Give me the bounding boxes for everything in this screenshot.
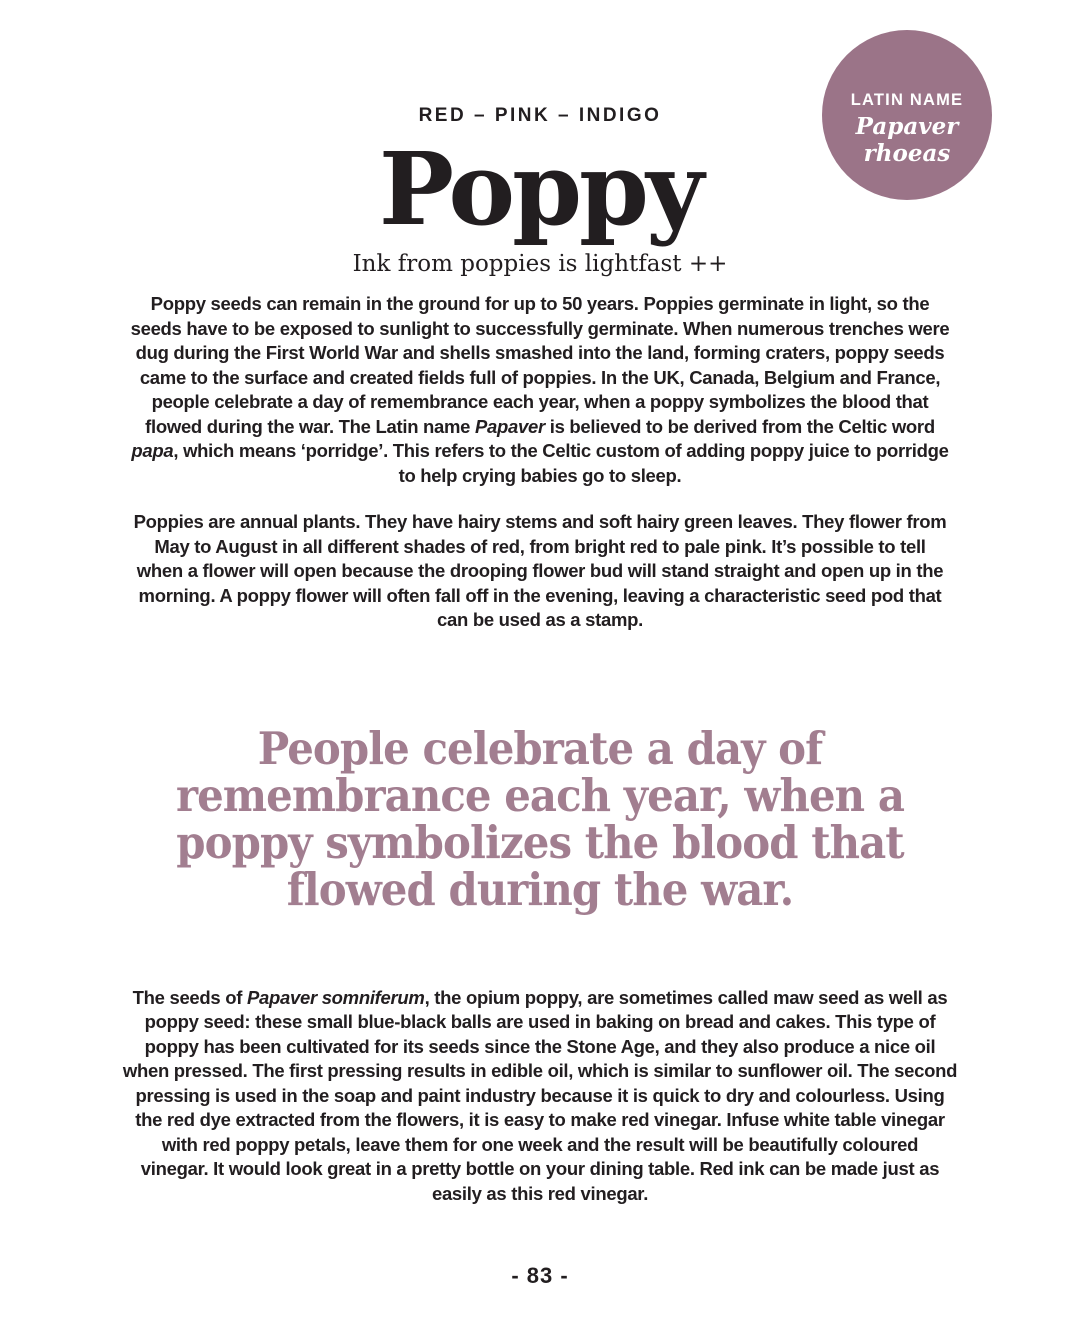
- text-line: The seeds of Papaver somniferum, the opium poppy, are sometimes called maw seed as well as: [132, 986, 948, 1008]
- text-line: Poppy seeds can remain in the ground for up to 50 years. Poppies germinate in light, so the: [150, 293, 930, 314]
- text-line: easily as this red vinegar.: [431, 1182, 649, 1204]
- text-line: people celebrate a day of remembrance each year, when a poppy symbolizes the blood that: [151, 391, 929, 412]
- latin-name-badge: [822, 30, 992, 200]
- text-line: morning. A poppy flower will often fall off in the evening, leaving a characteristic seed pod that: [138, 584, 942, 606]
- text-line: Poppies are annual plants. They have hairy stems and soft hairy green leaves. They flower from: [133, 511, 947, 532]
- text-line: vinegar. It would look great in a pretty bottle on your dining table. Red ink can be made just as: [140, 1158, 940, 1179]
- text-line: to help crying babies go to sleep.: [398, 464, 682, 486]
- paragraph-2: [0, 510, 1080, 633]
- subtitle: Ink from poppies is lightfast ++: [352, 251, 728, 277]
- text-line: flowed during the war.: [286, 862, 794, 916]
- latin-name-line2: rhoeas: [863, 140, 951, 167]
- pull-quote: [0, 721, 1080, 916]
- page-title: Poppy: [378, 130, 702, 248]
- text-line: the red dye extracted from the flowers, it is easy to make red vinegar. Infuse white table vinegar: [135, 1109, 945, 1130]
- text-line: dug during the First World War and shells smashed into the land, forming craters, poppy seeds: [135, 342, 945, 363]
- badge-label: LATIN NAME: [850, 91, 964, 109]
- text-line: came to the surface and created fields full of poppies. In the UK, Canada, Belgium and France,: [139, 366, 941, 388]
- paragraph-3: [0, 986, 1080, 1207]
- text-line: flowed during the war. The Latin name Papaver is believed to be derived from the Celtic word: [145, 415, 935, 437]
- text-line: poppy seed: these small blue-black balls are used in baking on bread and cakes. This type of: [144, 1011, 936, 1032]
- text-line: remembrance each year, when a: [175, 768, 905, 822]
- text-line: poppy symbolizes the blood that: [176, 815, 904, 869]
- text-line: with red poppy petals, leave them for one week and the result will be beautifully coloured: [161, 1133, 919, 1155]
- text-line: May to August in all different shades of red, from bright red to pale pink. It’s possible to tell: [154, 535, 926, 557]
- paragraph-1: [0, 292, 1080, 488]
- text-line: papa, which means ‘porridge’. This refers to the Celtic custom of adding poppy juice to porridge: [131, 440, 949, 461]
- text-line: People celebrate a day of: [257, 721, 823, 775]
- text-line: when pressed. The first pressing results in edible oil, which is similar to sunflower oil. The second: [122, 1060, 958, 1081]
- text-line: can be used as a stamp.: [437, 609, 643, 630]
- text-line: seeds have to be exposed to sunlight to successfully germinate. When numerous trenches were: [130, 317, 950, 339]
- text-line: pressing is used in the soap and paint industry because it is quick to dry and colourless. Using: [135, 1084, 945, 1106]
- text-line: poppy has been cultivated for its seeds since the Stone Age, and they also produce a nice oil: [144, 1035, 936, 1057]
- latin-name-line1: Papaver: [855, 113, 959, 140]
- text-line: when a flower will open because the drooping flower bud will stand straight and open up in the: [136, 560, 944, 581]
- color-sequence-heading: RED – PINK – INDIGO: [418, 105, 662, 126]
- page-number: - 83 -: [511, 1263, 569, 1288]
